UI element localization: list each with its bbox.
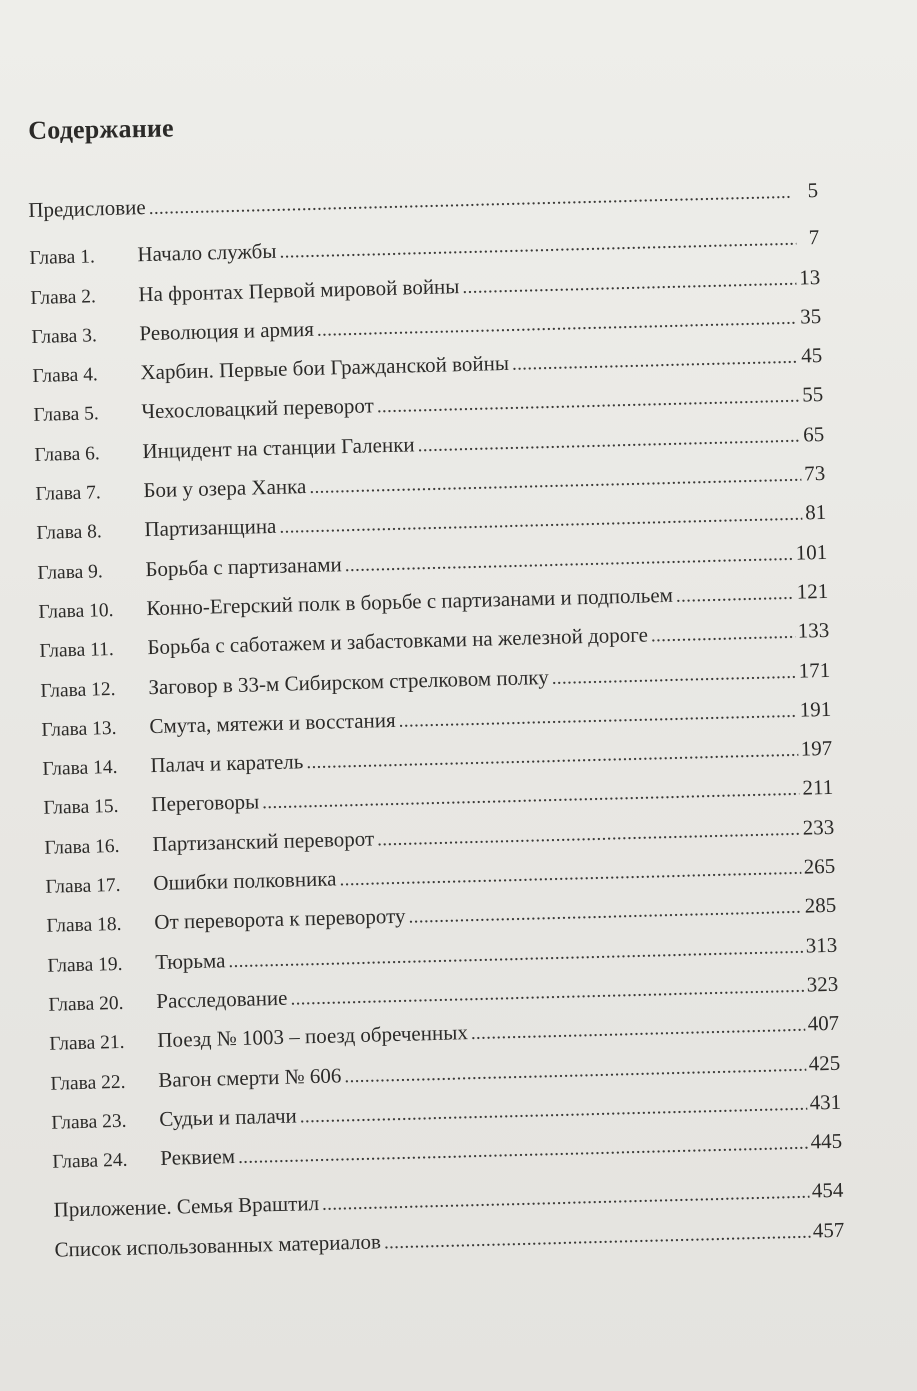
chapter-page: 65 — [802, 421, 825, 447]
leader-dots — [279, 229, 796, 264]
chapter-title: Смута, мятежи и восстания — [149, 707, 396, 738]
chapter-number: Глава 3. — [31, 325, 98, 348]
leader-dots — [322, 1182, 809, 1216]
chapter-number: Глава 7. — [35, 482, 102, 505]
leader-dots — [471, 1015, 805, 1045]
chapter-title: Инцидент на станции Галенки — [142, 432, 415, 463]
chapter-title: На фронтах Первой мировой войны — [138, 273, 460, 306]
chapter-page: 35 — [799, 303, 822, 329]
chapter-page: 211 — [802, 775, 834, 801]
chapter-number: Глава 6. — [34, 443, 101, 466]
chapter-number: Глава 24. — [52, 1149, 128, 1173]
leader-dots — [148, 182, 795, 220]
leader-dots — [551, 661, 796, 689]
toc-title: Приложение. Семья Враштил — [53, 1191, 320, 1223]
chapter-number: Глава 21. — [49, 1032, 125, 1055]
chapter-number: Глава 17. — [45, 874, 121, 898]
chapter-number: Глава 13. — [41, 717, 117, 741]
chapter-page: 101 — [795, 539, 828, 565]
chapter-title: Расследование — [156, 985, 288, 1013]
leader-dots — [398, 701, 797, 733]
chapter-title: Реквием — [160, 1144, 236, 1171]
toc-page: 454 — [811, 1178, 844, 1203]
chapter-title: Борьба с саботажем и забастовками на железной дороге — [147, 622, 649, 660]
chapter-title: Поезд № 1003 – поезд обреченных — [157, 1020, 469, 1053]
chapter-page: 285 — [804, 893, 837, 918]
chapter-title: Партизанский переворот — [152, 826, 375, 856]
chapter-title: Ошибки полковника — [153, 866, 337, 896]
chapter-number: Глава 22. — [50, 1071, 126, 1095]
chapter-number: Глава 19. — [47, 953, 123, 977]
chapter-title: Партизанщина — [144, 514, 277, 542]
chapter-number: Глава 1. — [29, 246, 96, 270]
chapter-title: Харбин. Первые бои Гражданской войны — [140, 351, 510, 385]
chapter-title: Тюрьма — [155, 947, 226, 974]
page-title: Содержание — [28, 113, 175, 145]
chapter-title: Заговор в 33-м Сибирском стрелковом полку — [148, 664, 549, 699]
chapter-number: Глава 2. — [30, 285, 97, 309]
chapter-page: 323 — [806, 971, 839, 997]
chapter-title: Чехословацкий переворот — [141, 393, 375, 424]
chapter-title: Конно-Егерский полк в борьбе с партизанами и подпольем — [146, 582, 674, 621]
chapter-page: 55 — [801, 382, 824, 407]
chapter-page: 233 — [802, 814, 835, 840]
chapter-page: 407 — [807, 1010, 840, 1036]
chapter-page: 197 — [800, 735, 833, 761]
toc-title: Список использованных материалов — [54, 1229, 382, 1262]
chapter-title: Бои у озера Ханка — [143, 474, 307, 503]
chapter-page: 13 — [798, 264, 821, 290]
chapter-page: 121 — [796, 578, 829, 604]
chapter-page: 313 — [805, 932, 838, 958]
toc-page: 457 — [812, 1217, 845, 1243]
chapter-page: 191 — [799, 696, 832, 722]
chapter-title: Судьи и палачи — [159, 1103, 298, 1131]
chapter-number: Глава 11. — [39, 639, 115, 663]
chapter-page: 265 — [803, 853, 836, 879]
chapter-number: Глава 8. — [36, 521, 103, 545]
chapter-page: 7 — [808, 225, 820, 250]
chapter-number: Глава 18. — [46, 914, 122, 938]
chapter-title: Революция и армия — [139, 316, 315, 346]
toc-title: Предисловие — [28, 195, 146, 222]
leader-dots — [408, 897, 802, 929]
chapter-page: 171 — [798, 657, 831, 683]
chapter-number: Глава 14. — [42, 757, 118, 780]
leader-dots — [462, 268, 796, 298]
chapter-number: Глава 9. — [37, 560, 104, 584]
leader-dots — [676, 583, 794, 608]
chapter-page: 425 — [808, 1050, 841, 1076]
chapter-page: 133 — [797, 618, 830, 643]
chapter-page: 445 — [810, 1128, 843, 1154]
chapter-title: Вагон смерти № 606 — [158, 1062, 342, 1092]
table-of-contents — [28, 178, 845, 1277]
chapter-number: Глава 20. — [48, 992, 124, 1016]
chapter-page: 73 — [803, 460, 826, 486]
chapter-title: Палач и каратель — [150, 749, 304, 778]
chapter-number: Глава 12. — [40, 678, 116, 702]
chapter-title: Борьба с партизанами — [145, 551, 343, 581]
chapter-title: От переворота к перевороту — [154, 904, 406, 935]
chapter-number: Глава 10. — [38, 599, 114, 623]
leader-dots — [651, 622, 795, 648]
leader-dots — [512, 347, 799, 376]
chapter-number: Глава 23. — [51, 1110, 127, 1134]
leader-dots — [417, 425, 800, 457]
chapter-page: 431 — [809, 1089, 842, 1115]
chapter-number: Глава 16. — [44, 835, 120, 859]
chapter-number: Глава 4. — [32, 364, 99, 388]
chapter-page: 81 — [804, 500, 827, 525]
chapter-title: Начало службы — [137, 239, 277, 267]
chapter-number: Глава 15. — [43, 796, 119, 820]
chapter-number: Глава 5. — [33, 403, 100, 427]
chapter-title: Переговоры — [151, 789, 260, 817]
chapter-page: 45 — [800, 343, 823, 368]
toc-page: 5 — [807, 178, 819, 203]
